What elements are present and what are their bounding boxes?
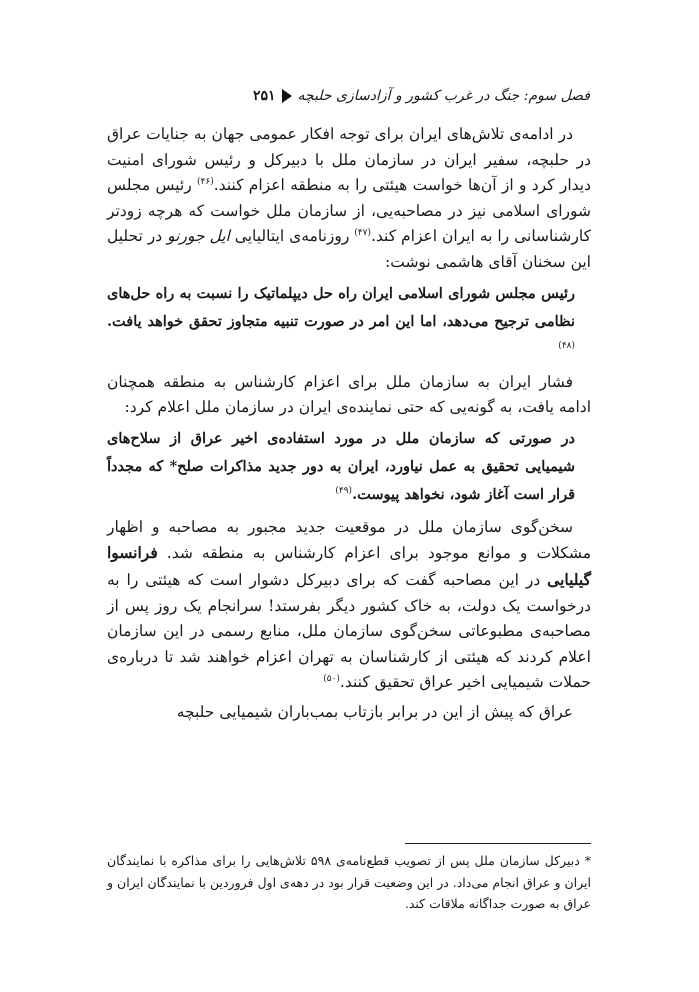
- endnote-marker: (۴۶): [197, 177, 214, 188]
- endnote-marker: (۴۹): [335, 485, 353, 496]
- page-number: ۲۵۱: [252, 88, 276, 104]
- text-segment: در این مصاحبه گفت که برای دبیرکل دشوار است که هیئتی را به درخواست یک دولت، به خاک کشور دیگر بفرستد! سرانجام یک روز پس از مصاحبه‌ی مطبوعاتی سخن‌گوی سازمان ملل، منابع رسمی در این سازمان اعلام کردند که هیئتی از کارشناسان به تهران اعزام خواهند شد تا درباره‌ی حملات شیمیایی اخیر عراق تحقیق کنند.: [107, 570, 591, 692]
- quote-text: رئیس مجلس شورای اسلامی ایران راه حل دیپلماتیک را نسبت به راه حل‌های نظامی ترجیح می‌دهد، اما این امر در صورت تنبیه متجاوز تحقق خواهد یافت.: [107, 284, 575, 330]
- person-name: فرانسوا گیلیایی: [107, 543, 591, 589]
- footnote-divider: [405, 843, 591, 844]
- chapter-title: فصل سوم: جنگ در غرب کشور و آزادسازی حلبچه: [297, 88, 590, 104]
- quote-text: در صورتی که سازمان ملل در مورد استفاده‌ی اخیر عراق از سلاح‌های شیمیایی تحقیق به عمل نیاورد، ایران به دور جدید مذاکرات صلح* که مجدداً قرار است آغاز شود، نخواهد پیوست.: [107, 429, 575, 503]
- newspaper-name: ایل جورنو: [167, 227, 230, 246]
- running-header: [110, 83, 590, 109]
- text-segment: سخن‌گوی سازمان ملل در موقعیت جدید مجبور به مصاحبه و اظهار مشکلات و موانع موجود برای اعزام کارشناس به منطقه شد.: [107, 517, 591, 563]
- paragraph-3: [107, 515, 591, 696]
- endnote-marker: (۴۷): [354, 228, 371, 239]
- block-quote-2: [107, 425, 591, 509]
- paragraph-2: فشار ایران به سازمان ملل برای اعزام کارشناس به منطقه همچنان ادامه یافت، به گونه‌یی که حتی نماینده‌ی ایران در سازمان ملل اعلام کرد:: [107, 372, 591, 417]
- endnote-marker: (۵۰): [323, 674, 340, 685]
- paragraph-4: عراق که پیش از این در برابر بازتاب بمب‌باران شیمیایی حلبچه: [176, 702, 573, 721]
- triangle-marker-icon: [282, 89, 292, 103]
- endnote-marker: (۴۸): [558, 340, 575, 351]
- block-quote-1: [107, 280, 591, 364]
- text-segment: رئیس مجلس شورای اسلامی نیز در مصاحبه‌یی، از سازمان ملل خواست که هرچه زودتر کارشناسانی را به ایران اعزام کند.: [107, 176, 592, 246]
- text-segment: در تحلیل این سخنان آقای هاشمی نوشت:: [107, 227, 591, 271]
- footnote: * دبیرکل سازمان ملل پس از تصویب قطع‌نامه‌ی ۵۹۸ تلاش‌هایی را برای مذاکره با نمایندگان ایران و عراق انجام می‌داد. در این وضعیت قرار بود در دهه‌ی اول فروردین با نمایندگان ایران و عراق به صورت جداگانه ملاقات کند.: [107, 853, 591, 911]
- text-segment: روزنامه‌ی ایتالیایی: [229, 227, 355, 246]
- text-segment: در ادامه‌ی تلاش‌های ایران برای توجه افکار عمومی جهان به جنایات عراق در حلبچه، سفیر ایران در سازمان ملل با دبیرکل و رئیس شورای امنیت دیدار کرد و از آن‌ها خواست هیئتی را به منطقه اعزام کنند.: [107, 125, 591, 195]
- main-text: [107, 122, 591, 730]
- paragraph-1: [107, 122, 591, 276]
